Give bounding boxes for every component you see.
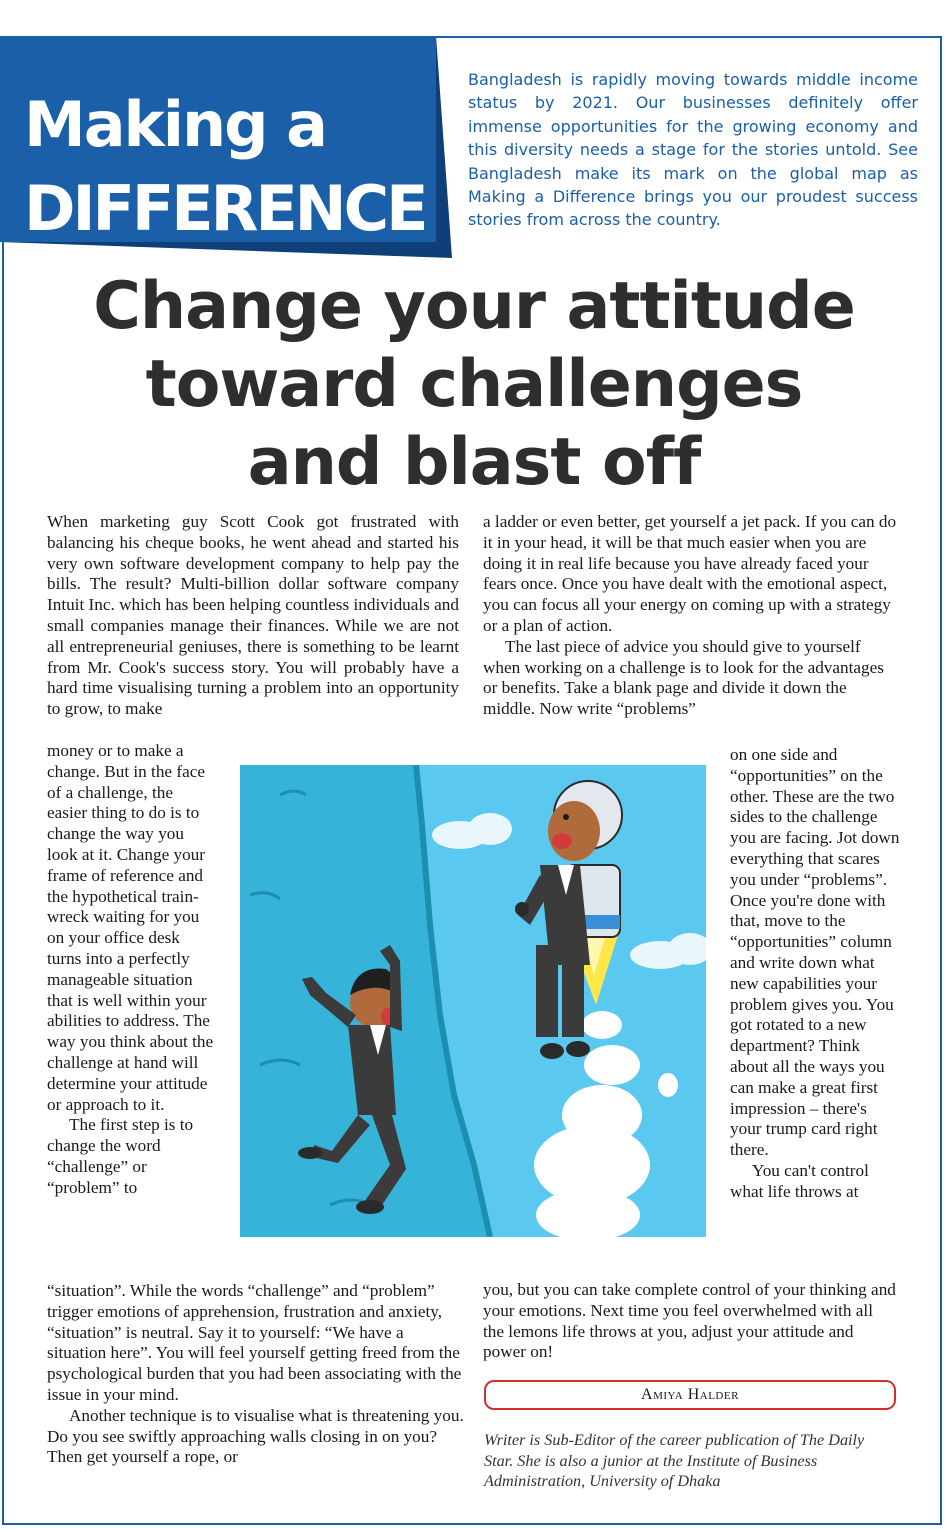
- paragraph-frame: money or to make a change. But in the face of a challenge, the easier thing to do is to change the way you look at it. Change your frame of reference and the hypothetical train-wreck waiting for you on your office desk turns into a perfectly manageable situation that is well within your abilities to address. The way you think about the challenge at hand will determine your attitude or approach to it.: [47, 741, 214, 1114]
- paragraph-advantages: The last piece of advice you should give to yourself when working on a challenge is to look for the advantages or benefits. Take a blank page and divide it down the middle. Now write “problems”: [483, 636, 884, 719]
- paragraph-visualise: Another technique is to visualise what is threatening you. Do you see swiftly approaching walls closing in on you? Then get yourself a rope, or: [47, 1405, 464, 1467]
- headline-line1: Change your attitude: [93, 269, 855, 344]
- banner-title-line1: Making a: [24, 88, 326, 161]
- section-banner: [0, 36, 452, 258]
- article-right-top: [483, 512, 897, 720]
- section-intro: Bangladesh is rapidly moving towards middle income status by 2021. Our businesses definitely offer immense opportunities for the growing economy and this diversity needs a stage for the stories untold. See Bangladesh make its mark on the global map as Making a Difference brings you our proudest success stories from across the country.: [468, 70, 918, 230]
- jetpack-climber-illustration: [240, 765, 706, 1237]
- article-left-top: [47, 512, 459, 720]
- article-left-narrow: [47, 741, 215, 1199]
- article-left-bottom: [47, 1281, 465, 1468]
- article-right-bottom: [483, 1280, 897, 1363]
- author-note: Writer is Sub-Editor of the career publication of The Daily Star. She is also a junior at the Institute of Business Administration, University of Dhaka: [484, 1431, 865, 1491]
- paragraph-jetpack: a ladder or even better, get yourself a jet pack. If you can do it in your head, it will be that much easier when you are doing it in real life because you have already faced your fears once. Once you have dealt with the emotional aspect, you can focus all your energy on coming up with a strategy or a plan of action.: [483, 512, 897, 635]
- paragraph-power-on: you, but you can take complete control of your thinking and your emotions. Next time you feel overwhelmed with all the lemons life throws at you, adjust your attitude and power on!: [483, 1280, 896, 1362]
- paragraph-first-step: The first step is to change the word “challenge” or “problem” to: [47, 1115, 194, 1197]
- headline-line3: and blast off: [247, 425, 701, 500]
- article-headline: [60, 268, 888, 502]
- paragraph-situation: “situation”. While the words “challenge” and “problem” trigger emotions of apprehension, frustration and anxiety, “situation” is neutral. Say it to yourself: “We have a situation here”. You will feel yourself getting freed from the psychological burden that you had been associating with the issue in your mind.: [47, 1281, 462, 1404]
- banner-title-line2: DIFFERENCE: [24, 172, 426, 245]
- headline-line2: toward challenges: [145, 347, 803, 422]
- paragraph-control: You can't control what life throws at: [730, 1160, 869, 1201]
- author-byline: Amiya Halder: [484, 1380, 896, 1410]
- article-illustration: [240, 765, 706, 1237]
- article-right-narrow: [730, 745, 900, 1203]
- paragraph-opportunities: on one side and “opportunities” on the other. These are the two sides to the challenge you are facing. Jot down everything that scares you under “problems”. Once you're done with that, move to the “opportunities” column and write down what new capabilities your problem gives you. You got rotated to a new department? Think about all the ways you can make a great first impression – there's your trump card right there.: [730, 745, 900, 1160]
- paragraph-intro: When marketing guy Scott Cook got frustrated with balancing his cheque books, he went ahead and started his very own software development company to help pay the bills. The result? Multi-billion dollar software company Intuit Inc. which has been helping countless individuals and small companies manage their finances. While we are not all entrepreneurial geniuses, there is something to be learnt from Mr. Cook's success story. You will probably have a hard time visualising turning a problem into an opportunity to grow, to make: [47, 512, 459, 719]
